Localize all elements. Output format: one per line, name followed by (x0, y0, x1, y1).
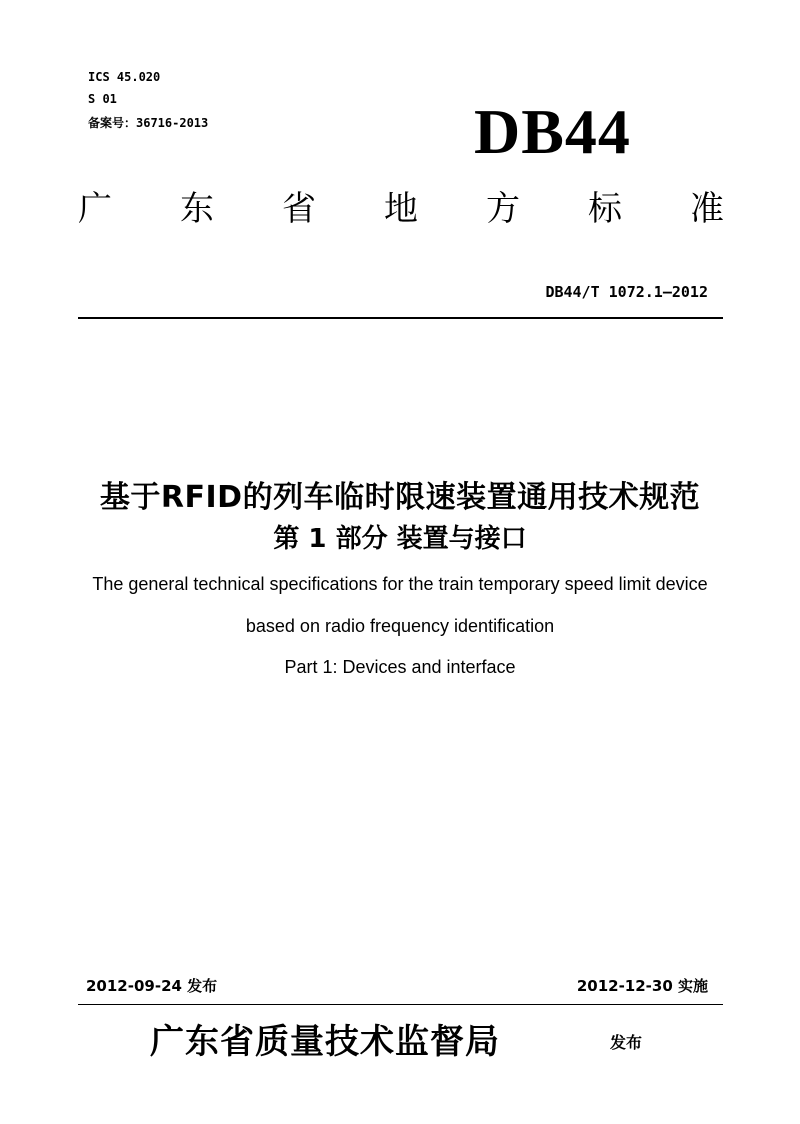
top-divider (78, 317, 723, 319)
record-number: 备案号：36716-2013 (88, 116, 209, 130)
issuing-authority: 广东省质量技术监督局 (150, 1022, 500, 1062)
standard-type-char: 东 (180, 189, 214, 229)
standard-type-char: 地 (384, 189, 418, 229)
issued-label: 发布 (610, 1033, 643, 1052)
classification-code: S 01 (88, 92, 117, 106)
ics-code: ICS 45.020 (88, 70, 161, 84)
standard-number: DB44/T 1072.1—2012 (545, 283, 708, 301)
db44-logo: DB44 (474, 96, 631, 167)
standard-type-char: 方 (486, 189, 520, 229)
chinese-title: 基于RFID的列车临时限速装置通用技术规范 (99, 480, 701, 515)
standard-type-heading (78, 189, 724, 229)
standard-type-char: 标 (588, 189, 622, 229)
english-part-title: Part 1: Devices and interface (284, 657, 516, 677)
english-title-line1: The general technical specifications for the train temporary speed limit device (92, 574, 708, 594)
bottom-divider (78, 1004, 723, 1005)
standard-type-char: 省 (282, 189, 316, 229)
implementation-date: 2012-12-30 实施 (576, 977, 708, 995)
chinese-part-title: 第 1 部分 装置与接口 (273, 524, 527, 554)
standard-type-char: 广 (78, 189, 112, 229)
standard-type-char: 准 (690, 189, 724, 229)
publish-date: 2012-09-24 发布 (86, 977, 218, 995)
english-title-line2: based on radio frequency identification (245, 616, 555, 636)
